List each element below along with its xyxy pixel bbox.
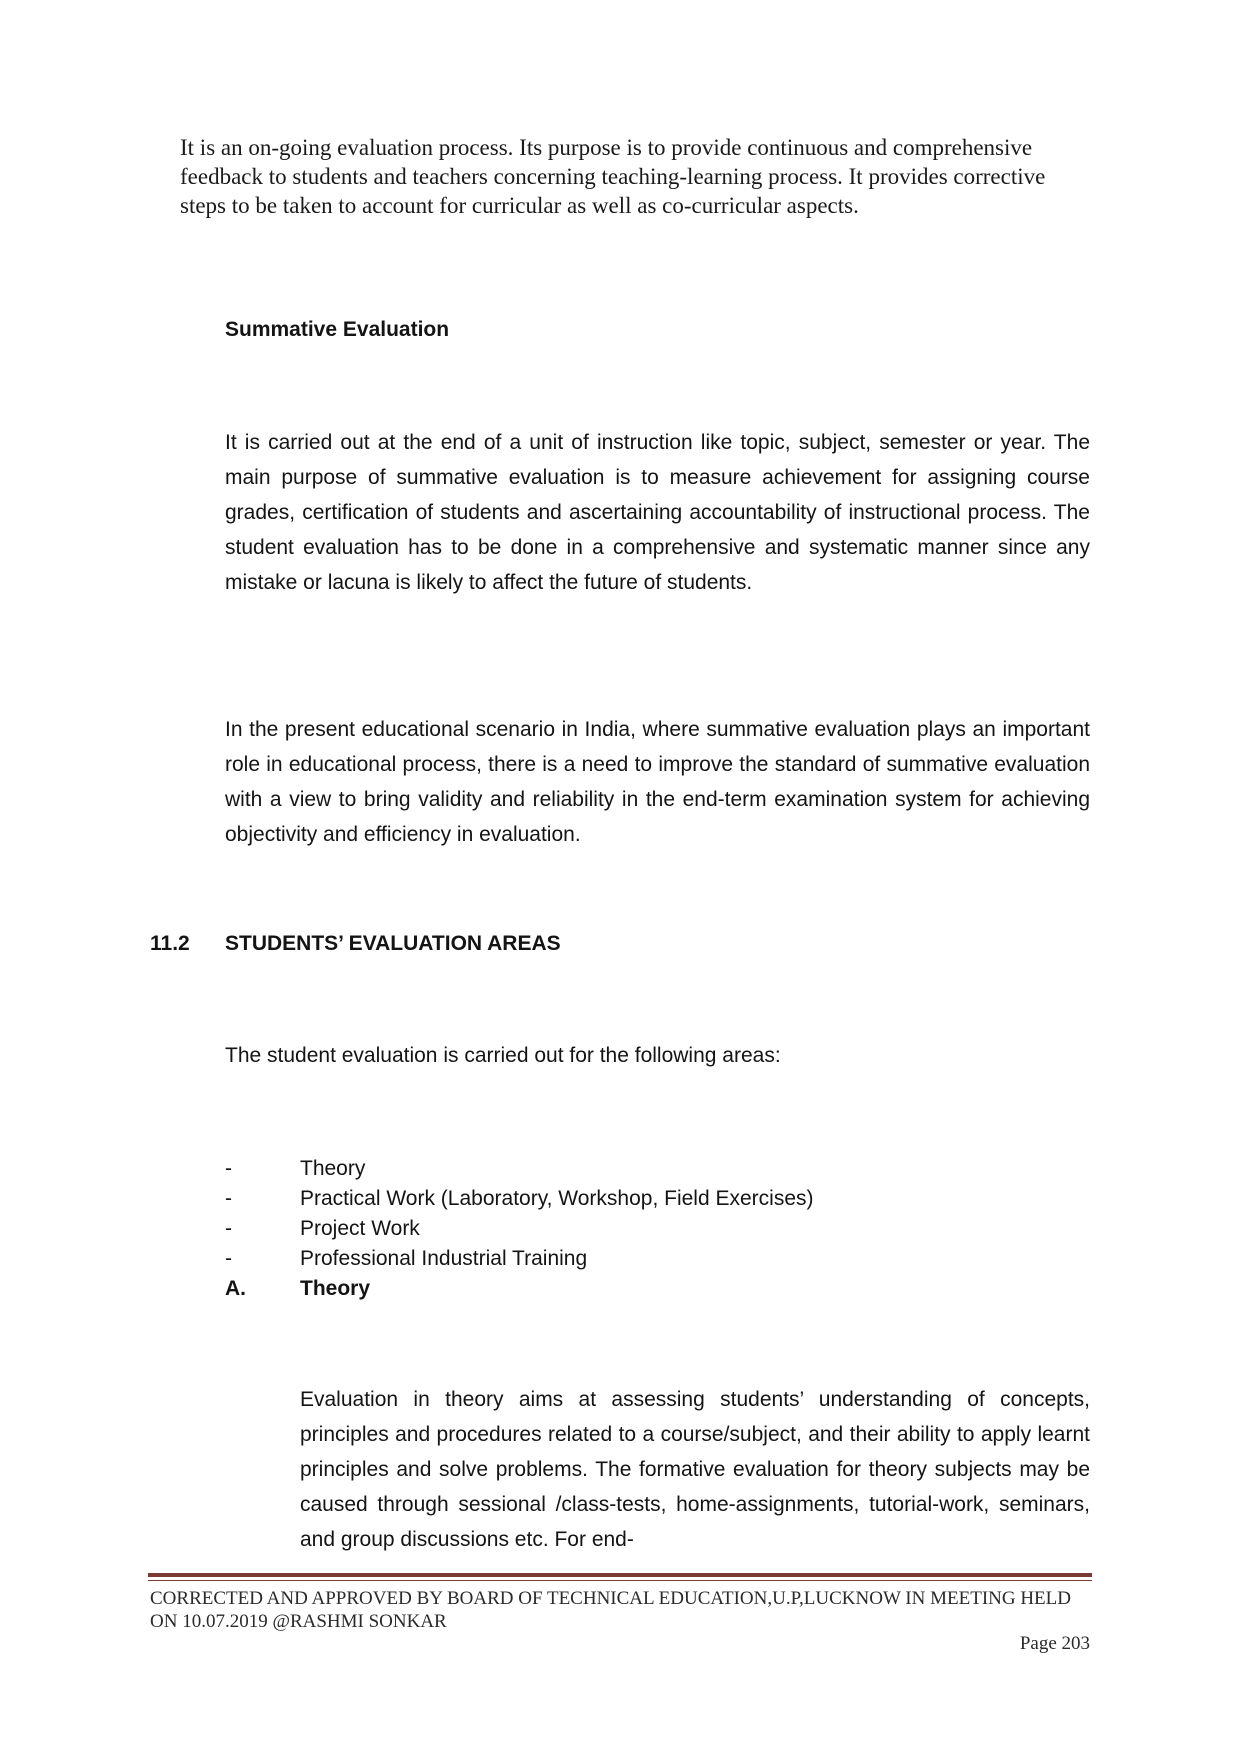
intro-paragraph: It is an on-going evaluation process. Its purpose is to provide continuous and comprehensive feedback to students and teachers concerning teaching-learning process. It provides corrective steps to be taken to account for curricular as well as co-curricular aspects. — [180, 135, 1046, 218]
list-item — [0, 1214, 1240, 1244]
list-item-label: Professional Industrial Training — [300, 1247, 588, 1270]
list-item-label: Practical Work (Laboratory, Workshop, Field Exercises) — [300, 1187, 814, 1210]
summative-paragraph-1: It is carried out at the end of a unit of instruction like topic, subject, semester or year. The main purpose of summative evaluation is to measure achievement for assigning course grades, certification of students and ascertaining accountability of instructional process. The student evaluation has to be done in a comprehensive and systematic manner since any mistake or lacuna is likely to affect the future of students. — [225, 431, 1090, 594]
list-item — [0, 1244, 1240, 1274]
subsection-heading — [0, 1274, 1240, 1304]
summative-paragraph-2: In the present educational scenario in India, where summative evaluation plays an important role in educational process, there is a need to improve the standard of summative evaluation with a view to bring validity and reliability in the end-term examination system for achieving objectivity and efficiency in evaluation. — [225, 718, 1090, 846]
summative-evaluation-heading: Summative Evaluation — [225, 318, 450, 341]
list-item-label: Project Work — [300, 1217, 420, 1240]
footer-rule — [148, 1573, 1092, 1577]
list-item — [0, 1184, 1240, 1214]
footer-line-1: CORRECTED AND APPROVED BY BOARD OF TECHNICAL EDUCATION,U.P,LUCKNOW IN MEETING HELD — [150, 1588, 1071, 1609]
areas-intro: The student evaluation is carried out for the following areas: — [225, 1044, 781, 1067]
list-bullet: - — [225, 1247, 232, 1270]
list-bullet: - — [225, 1157, 232, 1180]
page-number: Page 203 — [1019, 1633, 1090, 1654]
footer-approval-note — [150, 1587, 1090, 1633]
footer-line-2: ON 10.07.2019 @RASHMI SONKAR — [150, 1611, 447, 1632]
list-item-label: Theory — [300, 1157, 366, 1180]
list-item — [0, 1154, 1240, 1184]
subsection-title: Theory — [300, 1277, 371, 1300]
section-title: STUDENTS’ EVALUATION AREAS — [225, 932, 561, 955]
subsection-marker: A. — [225, 1277, 246, 1300]
list-bullet: - — [225, 1217, 232, 1240]
section-number: 11.2 — [150, 932, 190, 955]
evaluation-areas-list — [0, 1154, 1240, 1304]
theory-paragraph: Evaluation in theory aims at assessing students’ understanding of concepts, principles and procedures related to a course/subject, and their ability to apply learnt principles and solve problems. The formative evaluation for theory subjects may be caused through sessional /class-tests, home-assignments, tutorial-work, seminars, and group discussions etc. For end- — [300, 1388, 1090, 1551]
list-bullet: - — [225, 1187, 232, 1210]
footer-rule-thin — [148, 1580, 1092, 1581]
